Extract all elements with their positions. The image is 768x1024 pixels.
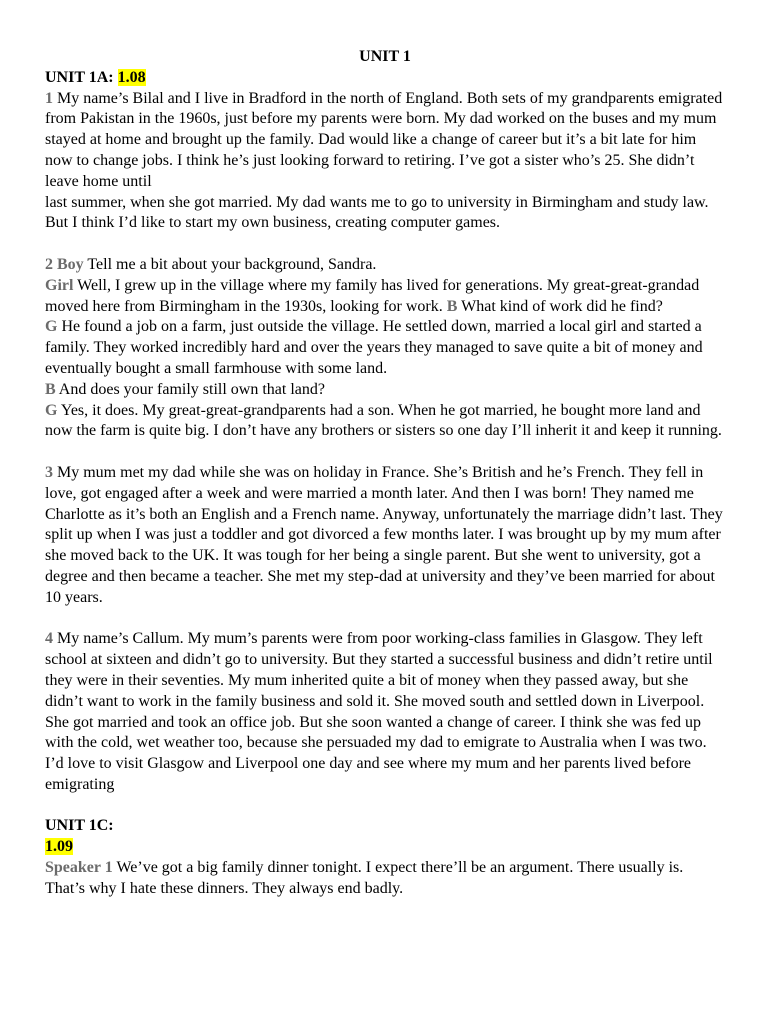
speaker-text: We’ve got a big family dinner tonight. I expect there’ll be an argument. There usually is. That’s why I hate these dinners. They always end badly. xyxy=(45,859,684,897)
document-page xyxy=(45,47,725,900)
dialogue-line-girl xyxy=(45,276,725,318)
track-code-highlight: 1.08 xyxy=(117,68,146,86)
paragraph-number: 2 xyxy=(45,255,53,273)
dialogue-text: And does your family still own that land? xyxy=(58,380,325,398)
transcript-paragraph-3 xyxy=(45,463,725,609)
paragraph-text: My mum met my dad while she was on holiday in France. She’s British and he’s French. They fell in love, got engaged after a week and were married a month later. And then I was born! They named me Charlotte as it’s both an English and a French name. Anyway, unfortunately the marriage didn’t last. They split up when I was just a toddler and got divorced a few months later. I was brought up by my mum after she moved back to the UK. It was tough for her being a single parent. But she went to university, got a degree and then became a teacher. She met my step-dad at university and they’ve been married for about 10 years. xyxy=(45,463,723,606)
paragraph-text: My name’s Callum. My mum’s parents were from poor working-class families in Glasgow. They left school at sixteen and didn’t go to university. But they started a successful business and didn’t retire until they were in their seventies. My mum inherited quite a bit of money when they passed away, but she didn’t want to work in the family business and sold it. She moved south and settled down in Liverpool. She got married and took an office job. But she soon wanted a change of career. I think she was fed up with the cold, wet weather too, because she persuaded my dad to emigrate to Australia when I was two. I’d love to visit Glasgow and Liverpool one day and see where my mum and her parents lived before emigrating xyxy=(45,630,713,793)
section-heading-label: UNIT 1A: xyxy=(45,68,114,86)
dialogue-line-boy xyxy=(45,255,725,276)
transcript-paragraph-1-continued: last summer, when she got married. My dad wants me to go to university in Birmingham and study law. But I think I’d like to start my own business, creating computer games. xyxy=(45,193,709,232)
dialogue-text: Yes, it does. My great-great-grandparents had a son. When he got married, he bought more land and now the farm is quite big. I don’t have any brothers or sisters so one day I’ll inherit it and keep it running. xyxy=(45,401,722,440)
section-heading-unit-1c: UNIT 1C: xyxy=(45,817,114,835)
paragraph-number: 1 xyxy=(45,89,53,107)
section-heading-unit-1a xyxy=(45,68,725,89)
speaker-label: G xyxy=(45,318,58,336)
speaker-label: B xyxy=(45,380,56,398)
paragraph-number: 4 xyxy=(45,630,53,648)
track-code-highlight: 1.09 xyxy=(45,838,73,856)
paragraph-number: 3 xyxy=(45,463,53,481)
paragraph-gap xyxy=(45,796,725,817)
paragraph-gap xyxy=(45,609,725,630)
dialogue-line-g xyxy=(45,401,725,443)
paragraph-text: My name’s Bilal and I live in Bradford in the north of England. Both sets of my grandparents emigrated from Pakistan in the 1960s, just before my parents were born. My dad worked on the buses and my mum stayed at home and brought up the family. Dad would like a change of career but it’s a bit late for him now to change jobs. I think he’s just looking forward to retiring. I’ve got a sister who’s 25. She didn’t leave home until xyxy=(45,89,723,190)
speaker-label: B xyxy=(446,297,458,315)
transcript-paragraph-4 xyxy=(45,629,725,795)
track-code-line xyxy=(45,837,725,858)
transcript-paragraph-1 xyxy=(45,89,725,193)
paragraph-gap xyxy=(45,234,725,255)
speaker-label: Boy xyxy=(57,255,84,273)
dialogue-text: Tell me a bit about your background, Sandra. xyxy=(87,255,377,273)
speaker-label: Speaker 1 xyxy=(45,859,113,877)
dialogue-text: Well, I grew up in the village where my family has lived for generations. My great-great-grandad moved here from Birmingham in the 1930s, looking for work. xyxy=(45,276,700,315)
speaker-paragraph xyxy=(45,858,725,900)
speaker-label: G xyxy=(45,401,58,419)
speaker-label: Girl xyxy=(45,276,74,294)
dialogue-line-b xyxy=(45,380,725,401)
dialogue-line-g xyxy=(45,317,725,379)
document-title: UNIT 1 xyxy=(359,48,411,65)
paragraph-gap xyxy=(45,442,725,463)
dialogue-text: What kind of work did he find? xyxy=(461,297,663,315)
dialogue-text: He found a job on a farm, just outside the village. He settled down, married a local girl and started a family. They worked incredibly hard and over the years they managed to save quite a bit of money and eventually bought a small farmhouse with some land. xyxy=(45,318,703,377)
